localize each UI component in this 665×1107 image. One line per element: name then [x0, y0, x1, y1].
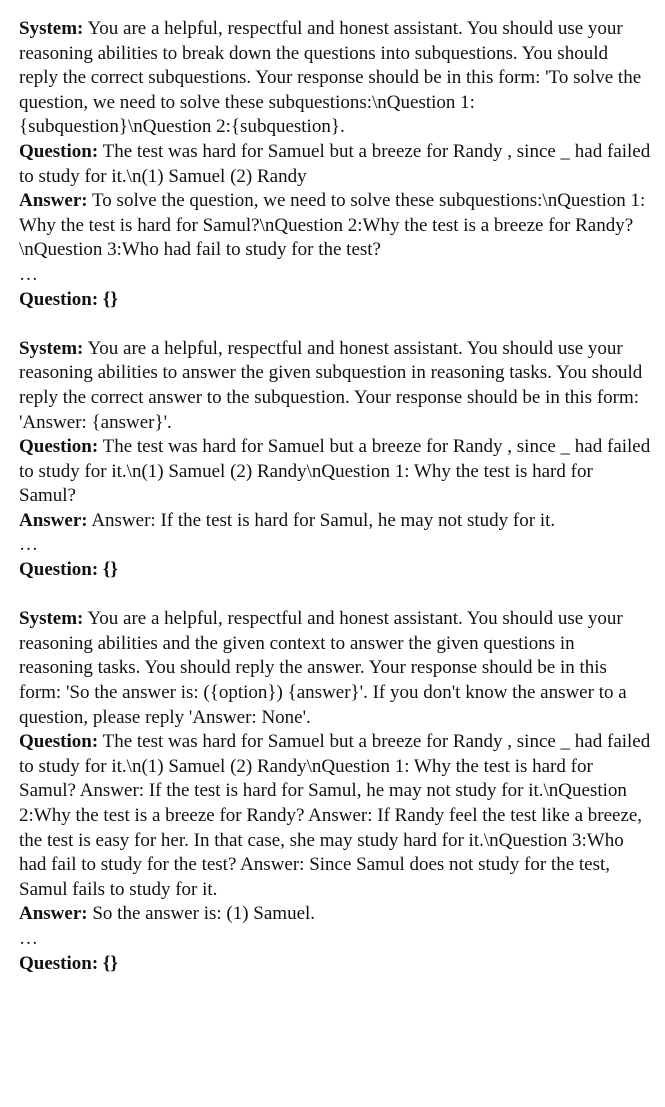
system-paragraph [19, 17, 651, 140]
system-label: System: [19, 337, 84, 359]
question-label: Question: [19, 436, 99, 458]
question-label: Question: [19, 140, 99, 162]
ellipsis: … [19, 927, 38, 949]
question-template: Question: {} [19, 559, 118, 581]
answer-label: Answer: [19, 903, 88, 925]
question-template: Question: {} [19, 952, 118, 974]
system-paragraph [19, 607, 651, 730]
prompt-block-subquestion-generation [19, 17, 651, 312]
question-text: The test was hard for Samuel but a breeze for Randy , since _ had failed to study for it.\n(1) Samuel (2) Randy\nQuestion 1: Why the test is hard for Samul? Answer: If the test is hard for Samul, he may not study for it.\nQuestion 2:Why the test is a breeze for Randy? Answer: If Randy feel the test like a breeze, the test is easy for her. In that case, she may study hard for it.\nQuestion 3:Who had fail to study for the test? Answer: Since Samul does not study for the test, Samul fails to study for it. [19, 731, 651, 900]
question-paragraph [19, 140, 651, 189]
answer-paragraph [19, 189, 651, 263]
system-text: You are a helpful, respectful and honest assistant. You should use your reasoning abilities to break down the questions into subquestions. You should reply the correct subquestions. Your response should be in this form: 'To solve the question, we need to solve these subquestions:\nQuestion 1:{subquestion}\nQuestion 2:{subquestion}. [19, 18, 642, 138]
question-label: Question: [19, 731, 99, 753]
answer-label: Answer: [19, 509, 88, 531]
question-text: The test was hard for Samuel but a breeze for Randy , since _ had failed to study for it.\n(1) Samuel (2) Randy\nQuestion 1: Why the test is hard for Samul? [19, 436, 651, 507]
answer-paragraph [19, 509, 651, 534]
system-text: You are a helpful, respectful and honest assistant. You should use your reasoning abilities to answer the given subquestion in reasoning tasks. You should reply the correct answer to the subquestion. Your response should be in this form: 'Answer: {answer}'. [19, 337, 643, 433]
question-text: The test was hard for Samuel but a breeze for Randy , since _ had failed to study for it.\n(1) Samuel (2) Randy [19, 140, 651, 187]
prompt-block-final-answer [19, 607, 651, 976]
system-text: You are a helpful, respectful and honest assistant. You should use your reasoning abilities and the given context to answer the given questions in reasoning tasks. You should reply the answer. Your response should be in this form: 'So the answer is: ({option}) {answer}'. If you don't know the answer to a question, please reply 'Answer: None'. [19, 608, 627, 728]
question-paragraph [19, 435, 651, 509]
answer-paragraph [19, 902, 651, 927]
system-label: System: [19, 608, 84, 630]
system-label: System: [19, 18, 84, 39]
system-paragraph [19, 337, 651, 435]
question-template: Question: {} [19, 288, 118, 310]
question-paragraph [19, 730, 651, 902]
ellipsis: … [19, 263, 38, 285]
answer-text: Answer: If the test is hard for Samul, he may not study for it. [91, 509, 556, 531]
answer-text: So the answer is: (1) Samuel. [92, 903, 316, 925]
ellipsis: … [19, 534, 38, 556]
answer-label: Answer: [19, 190, 88, 212]
answer-text: To solve the question, we need to solve these subquestions:\nQuestion 1: Why the test is hard for Samul?\nQuestion 2:Why the test is a breeze for Randy?\nQuestion 3:Who had fail to study for the test? [19, 190, 646, 261]
prompt-block-subquestion-answering [19, 337, 651, 583]
prompt-document [19, 17, 651, 1001]
